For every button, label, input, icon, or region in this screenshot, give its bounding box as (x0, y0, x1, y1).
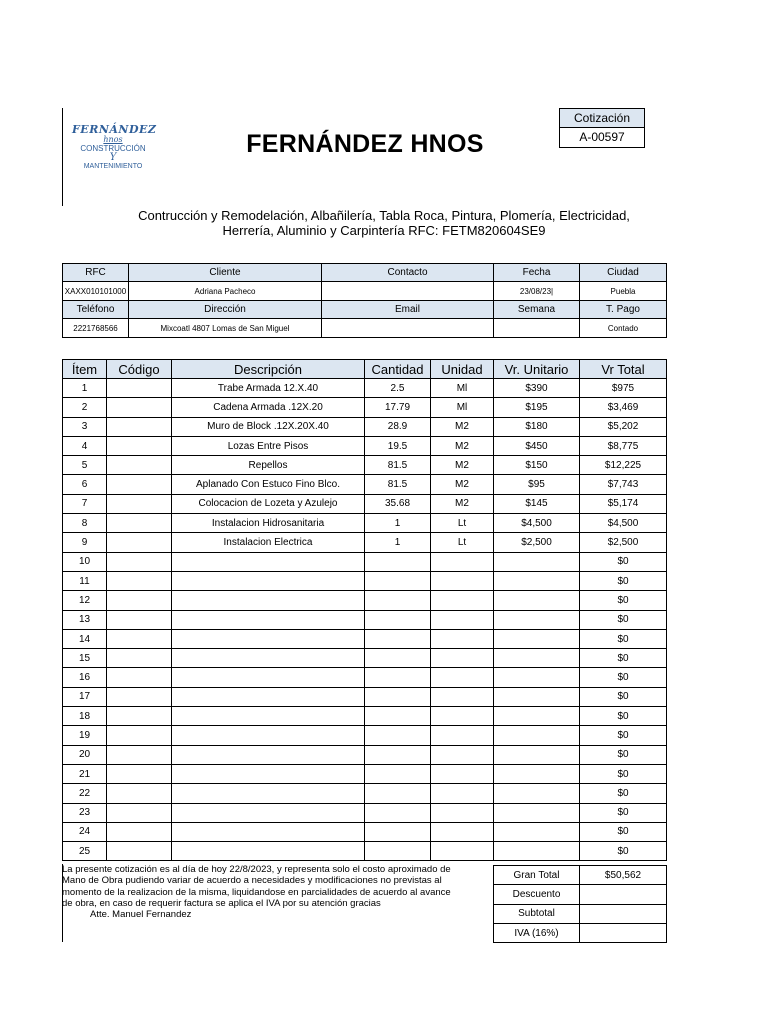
cell-descripcion[interactable] (172, 726, 365, 745)
cell-unidad[interactable]: M2 (431, 417, 494, 436)
gran-total-label: Gran Total (494, 866, 580, 885)
cell-unidad[interactable]: M2 (431, 494, 494, 513)
cantidad-header: Cantidad (365, 360, 431, 379)
cell-item[interactable]: 4 (63, 436, 107, 455)
table-row (63, 475, 667, 494)
cell-unidad[interactable] (431, 764, 494, 783)
cell-codigo[interactable] (107, 475, 172, 494)
cell-codigo[interactable] (107, 571, 172, 590)
table-row (63, 417, 667, 436)
telefono-value[interactable]: 2221768566 (63, 319, 129, 338)
cell-cantidad[interactable]: 1 (365, 533, 431, 552)
cell-unitario[interactable]: $450 (494, 436, 580, 455)
cell-descripcion[interactable]: Colocacion de Lozeta y Azulejo (172, 494, 365, 513)
note-line-2: Mano de Obra pudiendo variar de acuerdo a necesidades y modificaciones no previstas al (62, 875, 442, 887)
cell-codigo[interactable] (107, 745, 172, 764)
info-header-row-1 (63, 264, 667, 282)
quote-note (62, 864, 492, 920)
table-row (63, 610, 667, 629)
cell-unitario[interactable] (494, 764, 580, 783)
cell-codigo[interactable] (107, 707, 172, 726)
cell-total[interactable]: $0 (580, 649, 667, 668)
cell-unitario[interactable]: $180 (494, 417, 580, 436)
cell-unitario[interactable]: $95 (494, 475, 580, 494)
cell-cantidad[interactable] (365, 629, 431, 648)
logo-hnos: hnos (103, 135, 123, 144)
cell-item[interactable]: 10 (63, 552, 107, 571)
cell-unidad[interactable] (431, 552, 494, 571)
cell-unitario[interactable] (494, 649, 580, 668)
direccion-header: Dirección (129, 301, 322, 319)
services-description (60, 208, 708, 238)
unitario-header: Vr. Unitario (494, 360, 580, 379)
cell-unidad[interactable]: Lt (431, 514, 494, 533)
tpago-value[interactable]: Contado (580, 319, 667, 338)
cliente-value[interactable]: Adriana Pacheco (129, 282, 322, 301)
cell-descripcion[interactable] (172, 591, 365, 610)
cell-item[interactable]: 18 (63, 707, 107, 726)
table-row (63, 379, 667, 398)
cell-unitario[interactable] (494, 687, 580, 706)
totals-row-descuento (494, 885, 667, 904)
cell-descripcion[interactable] (172, 552, 365, 571)
cell-unitario[interactable] (494, 629, 580, 648)
cell-codigo[interactable] (107, 822, 172, 841)
cell-unitario[interactable] (494, 822, 580, 841)
cell-cantidad[interactable]: 1 (365, 514, 431, 533)
cell-codigo[interactable] (107, 610, 172, 629)
cell-unitario[interactable]: $2,500 (494, 533, 580, 552)
cell-codigo[interactable] (107, 726, 172, 745)
cell-unidad[interactable] (431, 726, 494, 745)
services-line-1: Contrucción y Remodelación, Albañilería, Tabla Roca, Pintura, Plomería, Electricidad, (138, 208, 630, 223)
cell-cantidad[interactable] (365, 707, 431, 726)
cell-codigo[interactable] (107, 514, 172, 533)
cell-codigo[interactable] (107, 494, 172, 513)
logo-y: Y (109, 152, 117, 163)
cell-descripcion[interactable]: Repellos (172, 456, 365, 475)
rfc-header: RFC (63, 264, 129, 282)
cliente-header: Cliente (129, 264, 322, 282)
cell-total[interactable]: $0 (580, 687, 667, 706)
cell-item[interactable]: 21 (63, 764, 107, 783)
fecha-value[interactable]: 23/08/23| (494, 282, 580, 301)
cell-unidad[interactable] (431, 803, 494, 822)
table-row (63, 552, 667, 571)
signature: Atte. Manuel Fernandez (90, 909, 192, 921)
cell-cantidad[interactable] (365, 591, 431, 610)
left-rule (62, 108, 63, 206)
cell-cantidad[interactable]: 81.5 (365, 475, 431, 494)
cell-codigo[interactable] (107, 552, 172, 571)
cell-total[interactable]: $4,500 (580, 514, 667, 533)
cell-unitario[interactable] (494, 707, 580, 726)
contacto-header: Contacto (322, 264, 494, 282)
table-row (63, 842, 667, 861)
cell-codigo[interactable] (107, 436, 172, 455)
table-row (63, 571, 667, 590)
client-info-table (62, 263, 667, 338)
cell-total[interactable]: $975 (580, 379, 667, 398)
cell-cantidad[interactable] (365, 649, 431, 668)
cell-descripcion[interactable] (172, 803, 365, 822)
email-header: Email (322, 301, 494, 319)
cell-codigo[interactable] (107, 417, 172, 436)
table-row (63, 591, 667, 610)
cell-cantidad[interactable] (365, 687, 431, 706)
cell-descripcion[interactable]: Muro de Block .12X.20X.40 (172, 417, 365, 436)
logo-mantenimiento: MANTENIMIENTO (83, 163, 143, 170)
totals-row-subtotal (494, 904, 667, 923)
cell-unitario[interactable]: $150 (494, 456, 580, 475)
fecha-header: Fecha (494, 264, 580, 282)
cell-cantidad[interactable]: 35.68 (365, 494, 431, 513)
table-row (63, 514, 667, 533)
cell-total[interactable]: $0 (580, 707, 667, 726)
totals-row-gran-total (494, 866, 667, 885)
cell-item[interactable]: 9 (63, 533, 107, 552)
semana-header: Semana (494, 301, 580, 319)
cell-descripcion[interactable]: Aplanado Con Estuco Fino Blco. (172, 475, 365, 494)
cell-descripcion[interactable]: Instalacion Hidrosanitaria (172, 514, 365, 533)
subtotal-label: Subtotal (494, 904, 580, 923)
logo-construccion: CONSTRUCCIÓN (80, 144, 146, 153)
rfc-value[interactable]: XAXX010101000 (63, 282, 129, 301)
cell-item[interactable]: 22 (63, 784, 107, 803)
cell-unitario[interactable] (494, 745, 580, 764)
cell-descripcion[interactable]: Cadena Armada .12X.20 (172, 398, 365, 417)
codigo-header: Código (107, 360, 172, 379)
cell-item[interactable]: 16 (63, 668, 107, 687)
cell-unidad[interactable] (431, 687, 494, 706)
cell-codigo[interactable] (107, 379, 172, 398)
cell-item[interactable]: 25 (63, 842, 107, 861)
cell-unitario[interactable] (494, 571, 580, 590)
cell-descripcion[interactable] (172, 745, 365, 764)
iva-label: IVA (16%) (494, 923, 580, 942)
cell-unidad[interactable]: Ml (431, 398, 494, 417)
table-row (63, 649, 667, 668)
cell-unidad[interactable] (431, 610, 494, 629)
cell-total[interactable]: $0 (580, 842, 667, 861)
company-title: FERNÁNDEZ HNOS (246, 130, 484, 158)
table-row (63, 822, 667, 841)
logo-name: FERNÁNDEZ (72, 123, 157, 136)
cell-total[interactable]: $3,469 (580, 398, 667, 417)
cell-cantidad[interactable] (365, 822, 431, 841)
cell-unitario[interactable] (494, 591, 580, 610)
cell-item[interactable]: 23 (63, 803, 107, 822)
table-row (63, 784, 667, 803)
cell-cantidad[interactable]: 28.9 (365, 417, 431, 436)
table-row (63, 533, 667, 552)
cell-descripcion[interactable] (172, 610, 365, 629)
cell-unidad[interactable] (431, 745, 494, 764)
cell-item[interactable]: 14 (63, 629, 107, 648)
cell-cantidad[interactable] (365, 803, 431, 822)
cell-total[interactable]: $0 (580, 764, 667, 783)
cell-unidad[interactable] (431, 842, 494, 861)
cell-unidad[interactable] (431, 822, 494, 841)
info-value-row-2 (63, 319, 667, 338)
subtotal-value[interactable] (580, 904, 667, 923)
totals-table (493, 865, 667, 943)
quote-label: Cotización (560, 109, 644, 128)
cell-item[interactable]: 13 (63, 610, 107, 629)
cell-unitario[interactable] (494, 552, 580, 571)
cell-codigo[interactable] (107, 456, 172, 475)
semana-value[interactable] (494, 319, 580, 338)
cell-unidad[interactable] (431, 668, 494, 687)
cell-item[interactable]: 11 (63, 571, 107, 590)
cell-item[interactable]: 15 (63, 649, 107, 668)
cell-cantidad[interactable]: 2.5 (365, 379, 431, 398)
cell-item[interactable]: 6 (63, 475, 107, 494)
ciudad-header: Ciudad (580, 264, 667, 282)
table-row (63, 456, 667, 475)
services-line-2: Herrería, Aluminio y Carpintería RFC: FETM820604SE9 (222, 223, 546, 238)
cell-unidad[interactable] (431, 784, 494, 803)
cell-total[interactable]: $0 (580, 610, 667, 629)
cell-codigo[interactable] (107, 398, 172, 417)
cell-cantidad[interactable] (365, 745, 431, 764)
cell-cantidad[interactable] (365, 571, 431, 590)
cell-total[interactable]: $0 (580, 745, 667, 764)
descuento-value[interactable] (580, 885, 667, 904)
cell-descripcion[interactable]: Trabe Armada 12.X.40 (172, 379, 365, 398)
company-logo (72, 123, 157, 186)
cell-unidad[interactable] (431, 591, 494, 610)
cell-unitario[interactable] (494, 784, 580, 803)
email-value[interactable] (322, 319, 494, 338)
cell-unidad[interactable]: Lt (431, 533, 494, 552)
cell-total[interactable]: $0 (580, 629, 667, 648)
cell-descripcion[interactable] (172, 822, 365, 841)
cell-unidad[interactable]: Ml (431, 379, 494, 398)
cell-codigo[interactable] (107, 629, 172, 648)
cell-item[interactable]: 12 (63, 591, 107, 610)
cell-unitario[interactable] (494, 668, 580, 687)
cell-cantidad[interactable]: 17.79 (365, 398, 431, 417)
cell-total[interactable]: $0 (580, 822, 667, 841)
cell-cantidad[interactable]: 81.5 (365, 456, 431, 475)
telefono-header: Teléfono (63, 301, 129, 319)
note-line-3: momento de la realizacion de la misma, liquidandose en parcialidades de acuerdo al avance (62, 886, 451, 898)
cell-codigo[interactable] (107, 533, 172, 552)
cell-total[interactable]: $0 (580, 668, 667, 687)
cell-item[interactable]: 19 (63, 726, 107, 745)
cell-total[interactable]: $12,225 (580, 456, 667, 475)
cell-total[interactable]: $7,743 (580, 475, 667, 494)
totals-row-iva (494, 923, 667, 942)
cell-unitario[interactable]: $145 (494, 494, 580, 513)
cell-item[interactable]: 17 (63, 687, 107, 706)
cell-unitario[interactable] (494, 726, 580, 745)
cell-codigo[interactable] (107, 591, 172, 610)
cell-unidad[interactable] (431, 707, 494, 726)
cell-total[interactable]: $0 (580, 803, 667, 822)
cell-descripcion[interactable] (172, 668, 365, 687)
cell-descripcion[interactable]: Instalacion Electrica (172, 533, 365, 552)
cell-unidad[interactable]: M2 (431, 456, 494, 475)
table-row (63, 494, 667, 513)
cell-unidad[interactable] (431, 649, 494, 668)
cell-unidad[interactable] (431, 571, 494, 590)
cell-item[interactable]: 24 (63, 822, 107, 841)
cell-cantidad[interactable] (365, 668, 431, 687)
cell-descripcion[interactable]: Lozas Entre Pisos (172, 436, 365, 455)
cell-total[interactable]: $0 (580, 591, 667, 610)
cell-cantidad[interactable] (365, 552, 431, 571)
cell-codigo[interactable] (107, 649, 172, 668)
note-line-1: La presente cotización es al día de hoy 22/8/2023, y representa solo el costo aproximado de (62, 864, 451, 875)
item-header: Ítem (63, 360, 107, 379)
cell-cantidad[interactable] (365, 726, 431, 745)
cell-unitario[interactable] (494, 842, 580, 861)
table-row (63, 707, 667, 726)
cell-descripcion[interactable] (172, 784, 365, 803)
total-header: Vr Total (580, 360, 667, 379)
cell-cantidad[interactable] (365, 610, 431, 629)
cell-unitario[interactable]: $195 (494, 398, 580, 417)
cell-total[interactable]: $0 (580, 726, 667, 745)
cell-item[interactable]: 1 (63, 379, 107, 398)
cell-cantidad[interactable] (365, 842, 431, 861)
table-row (63, 687, 667, 706)
cell-unitario[interactable] (494, 803, 580, 822)
cell-descripcion[interactable] (172, 649, 365, 668)
cell-codigo[interactable] (107, 668, 172, 687)
cell-codigo[interactable] (107, 764, 172, 783)
cell-codigo[interactable] (107, 687, 172, 706)
cell-codigo[interactable] (107, 803, 172, 822)
table-row (63, 629, 667, 648)
table-row (63, 398, 667, 417)
items-table (62, 359, 667, 861)
descuento-label: Descuento (494, 885, 580, 904)
cell-item[interactable]: 8 (63, 514, 107, 533)
cell-total[interactable]: $5,174 (580, 494, 667, 513)
cell-item[interactable]: 7 (63, 494, 107, 513)
cell-item[interactable]: 5 (63, 456, 107, 475)
info-value-row-1 (63, 282, 667, 301)
cell-unitario[interactable]: $4,500 (494, 514, 580, 533)
ciudad-value[interactable]: Puebla (580, 282, 667, 301)
cell-descripcion[interactable] (172, 629, 365, 648)
cell-cantidad[interactable] (365, 784, 431, 803)
cell-total[interactable]: $8,775 (580, 436, 667, 455)
cell-unitario[interactable] (494, 610, 580, 629)
items-header-row (63, 360, 667, 379)
table-row (63, 745, 667, 764)
cell-descripcion[interactable] (172, 571, 365, 590)
cell-total[interactable]: $5,202 (580, 417, 667, 436)
cell-descripcion[interactable] (172, 764, 365, 783)
table-row (63, 726, 667, 745)
cell-item[interactable]: 3 (63, 417, 107, 436)
info-header-row-2 (63, 301, 667, 319)
table-row (63, 803, 667, 822)
cell-codigo[interactable] (107, 784, 172, 803)
cell-item[interactable]: 2 (63, 398, 107, 417)
table-row (63, 436, 667, 455)
cell-total[interactable]: $0 (580, 552, 667, 571)
direccion-value[interactable]: Mixcoatl 4807 Lomas de San Miguel (129, 319, 322, 338)
quote-number-box (559, 108, 645, 148)
table-row (63, 764, 667, 783)
cell-cantidad[interactable]: 19.5 (365, 436, 431, 455)
cell-item[interactable]: 20 (63, 745, 107, 764)
cell-unitario[interactable]: $390 (494, 379, 580, 398)
gran-total-value[interactable]: $50,562 (580, 866, 667, 885)
cell-total[interactable]: $0 (580, 784, 667, 803)
note-line-4: de obra, en caso de requerir factura se aplica el IVA por su atención gracias (62, 897, 381, 909)
quote-number: A-00597 (579, 130, 625, 144)
descripcion-header: Descripción (172, 360, 365, 379)
table-row (63, 668, 667, 687)
cell-unidad[interactable] (431, 629, 494, 648)
cell-codigo[interactable] (107, 842, 172, 861)
cell-total[interactable]: $2,500 (580, 533, 667, 552)
cell-cantidad[interactable] (365, 764, 431, 783)
unidad-header: Unidad (431, 360, 494, 379)
cell-descripcion[interactable] (172, 687, 365, 706)
cell-unidad[interactable]: M2 (431, 475, 494, 494)
cell-descripcion[interactable] (172, 842, 365, 861)
iva-value[interactable] (580, 923, 667, 942)
cell-total[interactable]: $0 (580, 571, 667, 590)
tpago-header: T. Pago (580, 301, 667, 319)
cell-descripcion[interactable] (172, 707, 365, 726)
contacto-value[interactable] (322, 282, 494, 301)
cell-unidad[interactable]: M2 (431, 436, 494, 455)
